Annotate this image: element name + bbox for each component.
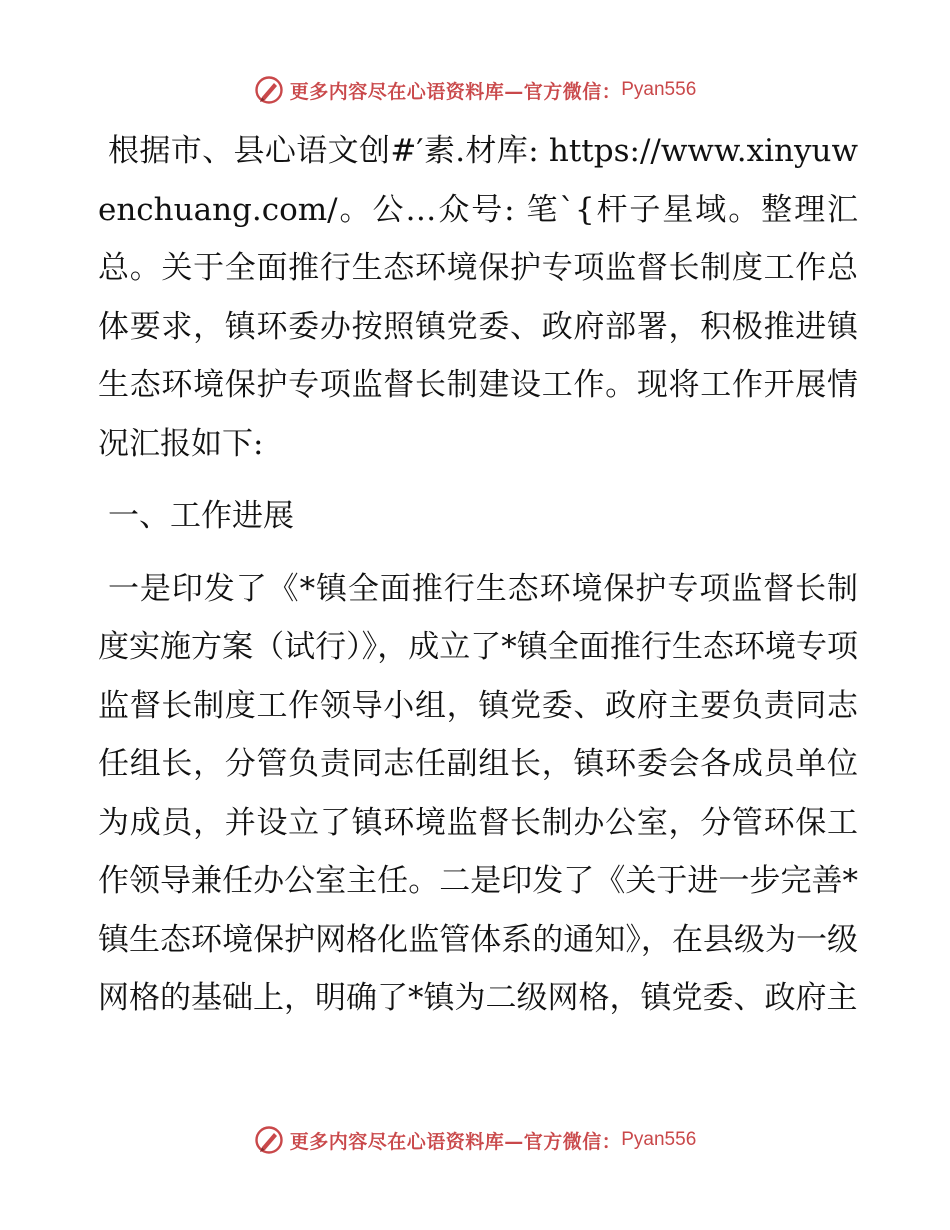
pen-quill-logo-icon <box>254 1125 284 1155</box>
banner-wechat-id: Pyan556 <box>621 1129 697 1150</box>
page-header-banner <box>0 70 950 110</box>
banner-wechat-id: Pyan556 <box>621 79 697 100</box>
document-body <box>98 122 858 1028</box>
intro-paragraph: 根据市、县心语文创#′素.材库: https://www.xinyuwenchuang.com/。公…众号: 笔`{杆子星域。整理汇总。关于全面推行生态环境保护专项监督长制度工作总体要求，镇环委办按照镇党委、政府部署，积极推进镇生态环境保护专项监督长制建设工作。现将工作开展情况汇报如下: <box>98 133 858 462</box>
banner-text-cn: 更多内容尽在心语资料库—官方微信： <box>289 1130 622 1153</box>
page-footer-banner <box>0 1120 950 1160</box>
banner-text-cn: 更多内容尽在心语资料库—官方微信： <box>289 80 622 103</box>
progress-paragraph: 一是印发了《*镇全面推行生态环境保护专项监督长制度实施方案（试行）》，成立了*镇全面推行生态环境专项监督长制度工作领导小组，镇党委、政府主要负责同志任组长，分管负责同志任副组长，镇环委会各成员单位为成员，并设立了镇环境监督长制办公室，分管环保工作领导兼任办公室主任。二是印发了《关于进一步完善*镇生态环境保护网格化监管体系的通知》，在县级为一级网格的基础上，明确了*镇为二级网格，镇党委、政府主 <box>98 570 858 1016</box>
section-heading: 一、工作进展 <box>108 498 294 534</box>
pen-quill-logo-icon <box>254 75 284 105</box>
